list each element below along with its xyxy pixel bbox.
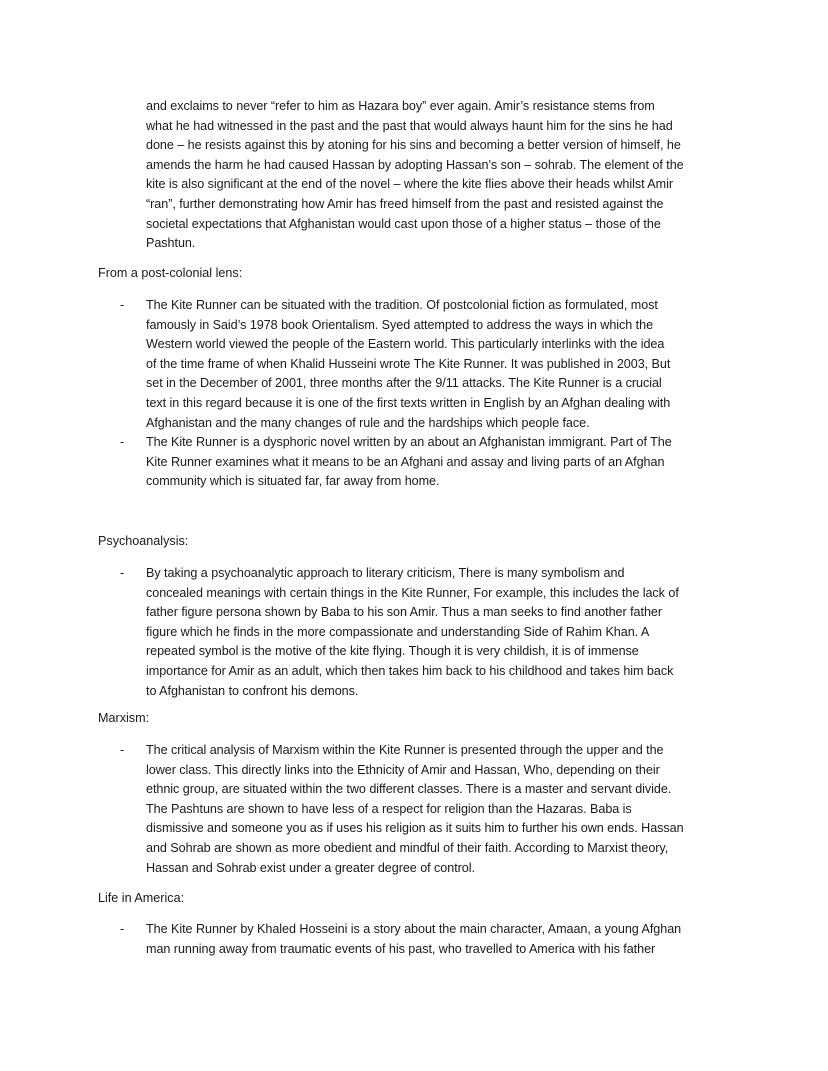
text-line: The Kite Runner can be situated with the tradition. Of postcolonial fiction as formulated, most [146,298,658,312]
bullet-marker: - [120,298,125,312]
text-line: set in the December of 2001, three months after the 9/11 attacks. The Kite Runner is a crucial [146,376,662,391]
text-line: The Pashtuns are shown to have less of a respect for religion than the Hazaras. Baba is [146,801,632,816]
text-line: societal expectations that Afghanistan would cast upon those of a higher status – those of the [146,216,661,231]
bullet-marker: - [120,435,125,449]
text-line: community which is situated far, far away from home. [146,474,440,489]
section-heading-post-colonial: From a post-colonial lens: [98,266,243,280]
bullet-paragraph [146,433,746,492]
text-line: of the time frame of when Khalid Husseini wrote The Kite Runner. It was published in 2003, But [146,356,671,371]
text-line: The critical analysis of Marxism within the Kite Runner is presented through the upper and the [146,743,664,757]
text-line: kite is also significant at the end of the novel – where the kite flies above their heads whilst Amir [146,177,673,192]
text-line: Western world viewed the people of the Eastern world. This particularly interlinks with the idea [146,337,665,352]
bullet-paragraph [146,296,746,433]
bullet-marker: - [120,922,125,936]
text-line: ethnic group, are situated within the two different classes. There is a master and servant divide. [146,782,672,797]
text-line: Pashtun. [146,236,196,251]
bullet-paragraph [146,741,746,878]
text-line: Kite Runner examines what it means to be an Afghani and assay and living parts of an Afghan [146,454,665,469]
text-line: The Kite Runner is a dysphoric novel written by an about an Afghanistan immigrant. Part of The [146,435,672,449]
bullet-paragraph [146,920,746,959]
text-line: By taking a psychoanalytic approach to literary criticism, There is many symbolism and [146,566,625,580]
text-line: figure which he finds in the more compassionate and understanding Side of Rahim Khan. A [146,624,650,639]
text-line: Hassan and Sohrab exist under a greater degree of control. [146,860,475,875]
text-line: repeated symbol is the motive of the kite flying. Though it is very childish, it is of immense [146,644,639,659]
intro-paragraph [146,97,746,254]
text-line: importance for Amir as an adult, which then takes him back to his childhood and takes him back [146,663,674,678]
text-line: and exclaims to never “refer to him as Hazara boy” ever again. Amir’s resistance stems from [146,99,655,113]
text-line: done – he resists against this by atoning for his sins and becoming a better version of himself, he [146,138,681,153]
text-line: to Afghanistan to confront his demons. [146,683,359,698]
bullet-paragraph [146,564,746,701]
section-heading-marxism: Marxism: [98,711,150,725]
section-heading-psychoanalysis: Psychoanalysis: [98,534,189,548]
text-line: concealed meanings with certain things in the Kite Runner, For example, this includes the lack of [146,585,679,600]
text-line: lower class. This directly links into the Ethnicity of Amir and Hassan, Who, depending on their [146,762,660,777]
text-line: famously in Said’s 1978 book Orientalism. Syed attempted to address the ways in which the [146,317,654,332]
text-line: father figure persona shown by Baba to his son Amir. Thus a man seeks to find another father [146,605,663,620]
text-line: what he had witnessed in the past and the past that would always haunt him for the sins he had [146,118,673,133]
section-heading-life-in-america: Life in America: [98,891,185,905]
text-line: text in this regard because it is one of the first texts written in English by an Afghan dealing with [146,395,671,410]
text-line: and Sohrab are shown as more obedient and mindful of their faith. According to Marxist theory, [146,840,669,855]
text-line: dismissive and someone you as if uses his religion as it suits him to further his own ends. Hassan [146,821,684,836]
text-line: The Kite Runner by Khaled Hosseini is a story about the main character, Amaan, a young Afghan [146,922,682,936]
text-line: “ran”, further demonstrating how Amir has freed himself from the past and resisted against the [146,196,664,211]
text-line: man running away from traumatic events of his past, who travelled to America with his father [146,941,656,956]
text-line: amends the harm he had caused Hassan by adopting Hassan’s son – sohrab. The element of the [146,157,684,172]
bullet-marker: - [120,566,125,580]
bullet-marker: - [120,743,125,757]
text-line: Afghanistan and the many changes of rule and the hardships which people face. [146,415,590,430]
